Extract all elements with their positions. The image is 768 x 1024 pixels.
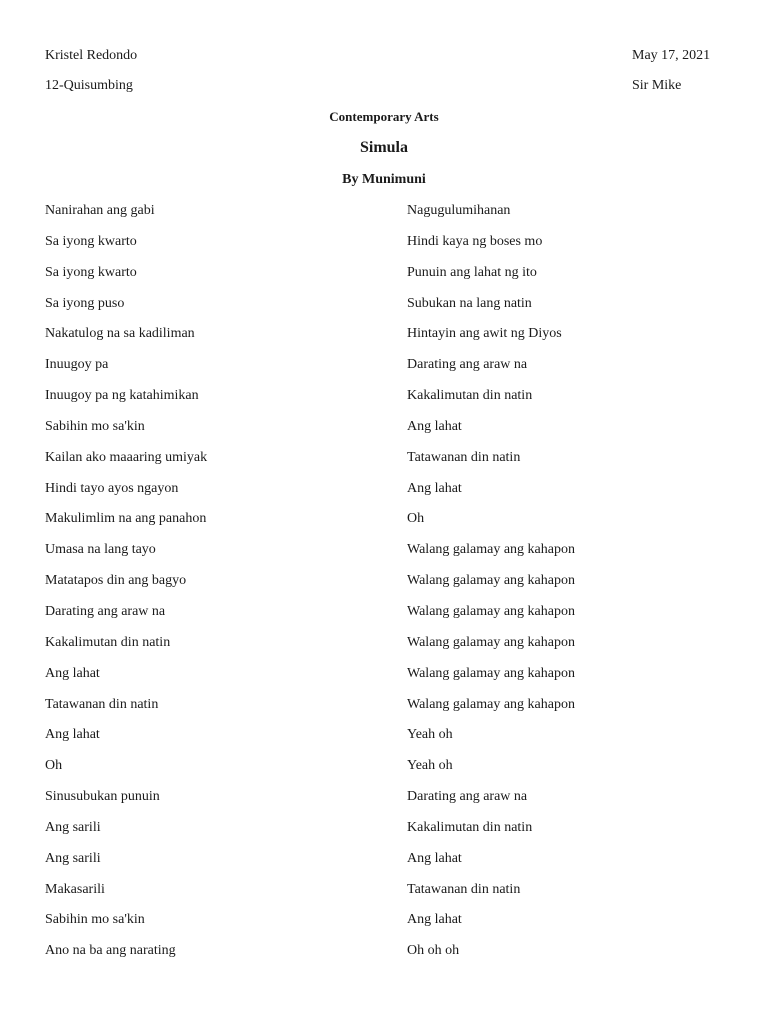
lyric-line: Kakalimutan din natin — [407, 388, 533, 404]
student-name: Kristel Redondo — [45, 48, 138, 63]
lyric-line: Darating ang araw na — [407, 357, 528, 373]
song-byline: By Munimuni — [342, 172, 426, 187]
lyric-line: Ang sarili — [45, 819, 101, 835]
lyric-line: Makulimlim na ang panahon — [45, 511, 207, 527]
lyric-line: Walang galamay ang kahapon — [407, 573, 575, 589]
lyric-line: Yeah oh — [407, 758, 453, 774]
song-title: Simula — [359, 139, 408, 156]
lyric-line: Kakalimutan din natin — [407, 819, 533, 835]
lyric-line: Subukan na lang natin — [407, 295, 532, 311]
lyric-line: Sa iyong kwarto — [45, 264, 137, 280]
lyric-line: Ang lahat — [45, 665, 100, 681]
lyric-line: Ang sarili — [45, 850, 101, 866]
lyric-line: Walang galamay ang kahapon — [407, 542, 575, 558]
lyric-line: Sa iyong puso — [45, 295, 125, 311]
lyric-line: Oh — [407, 511, 425, 527]
lyric-line: Ano na ba ang narating — [45, 943, 176, 959]
lyric-line: Nanirahan ang gabi — [45, 203, 155, 218]
lyric-line: Inuugoy pa — [45, 357, 109, 373]
lyric-line: Tatawanan din natin — [45, 696, 159, 712]
lyric-line: Tatawanan din natin — [407, 881, 521, 897]
lyric-line: Nakatulog na sa kadiliman — [45, 326, 195, 342]
lyric-line: Sa iyong kwarto — [45, 233, 137, 249]
lyrics-column-left — [45, 200, 375, 971]
course-heading: Contemporary Arts — [329, 109, 439, 124]
lyric-line: Walang galamay ang kahapon — [407, 634, 575, 650]
lyric-line: Umasa na lang tayo — [45, 542, 156, 558]
lyric-line: Yeah oh — [407, 727, 453, 743]
lyric-line: Darating ang araw na — [407, 789, 528, 805]
lyric-line: Tatawanan din natin — [407, 449, 521, 465]
lyric-line: Walang galamay ang kahapon — [407, 665, 575, 681]
lyric-line: Inuugoy pa ng katahimikan — [45, 388, 199, 404]
section-label: 12-Quisumbing — [45, 78, 133, 93]
lyric-line: Oh — [45, 758, 63, 774]
lyric-line: Nagugulumihanan — [407, 203, 511, 218]
lyric-line: Walang galamay ang kahapon — [407, 696, 575, 712]
lyric-line: Sabihin mo sa'kin — [45, 418, 145, 434]
teacher-label: Sir Mike — [632, 78, 682, 93]
lyric-line: Ang lahat — [407, 418, 462, 434]
lyric-line: Darating ang araw na — [45, 603, 166, 619]
lyric-line: Sinusubukan punuin — [45, 789, 160, 805]
lyric-line: Hintayin ang awit ng Diyos — [407, 326, 562, 342]
lyric-line: Ang lahat — [407, 912, 462, 928]
lyric-line: Kailan ako maaaring umiyak — [45, 449, 208, 465]
lyric-line: Ang lahat — [407, 480, 462, 496]
lyric-line: Matatapos din ang bagyo — [45, 573, 187, 589]
date-label: May 17, 2021 — [632, 48, 711, 63]
lyric-line: Ang lahat — [407, 850, 462, 866]
lyric-line: Hindi tayo ayos ngayon — [45, 480, 179, 496]
lyric-line: Walang galamay ang kahapon — [407, 603, 575, 619]
lyric-line: Kakalimutan din natin — [45, 634, 171, 650]
lyric-line: Oh oh oh — [407, 943, 460, 959]
lyric-line: Makasarili — [45, 881, 105, 897]
lyric-line: Ang lahat — [45, 727, 100, 743]
lyric-line: Punuin ang lahat ng ito — [407, 264, 537, 280]
lyrics-column-right — [407, 200, 737, 971]
lyric-line: Sabihin mo sa'kin — [45, 912, 145, 928]
lyric-line: Hindi kaya ng boses mo — [407, 233, 543, 249]
